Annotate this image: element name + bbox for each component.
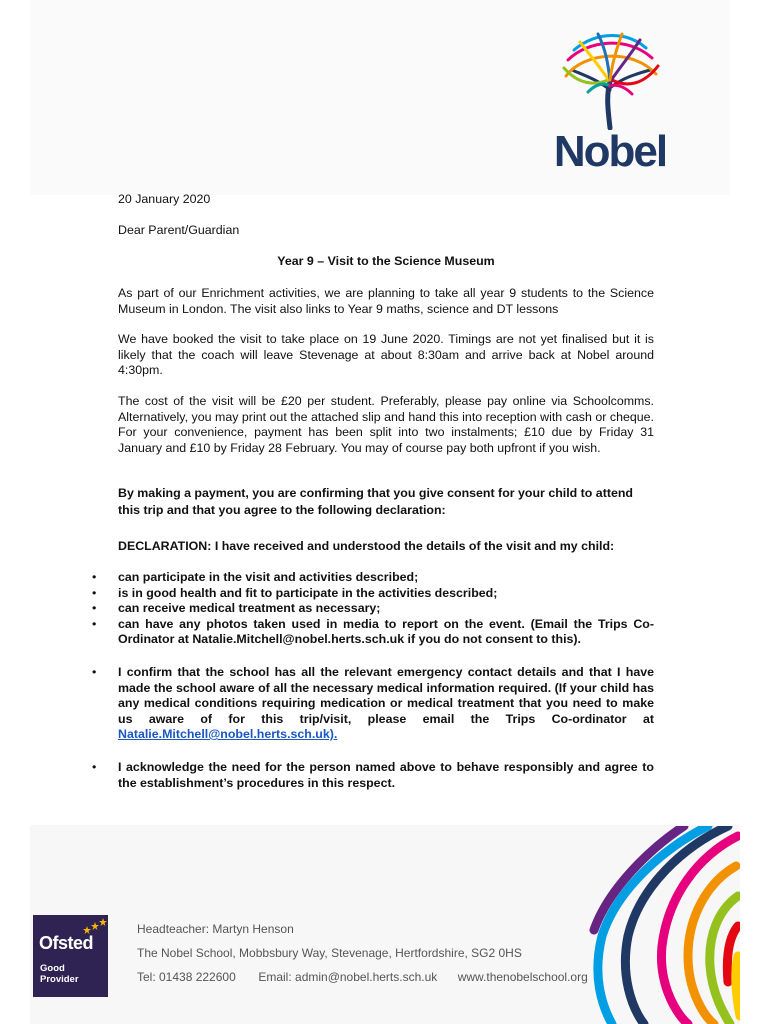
ofsted-badge: [33, 915, 108, 997]
behaviour-acknowledgement-list: [92, 760, 654, 791]
logo-wordmark: Nobel: [553, 127, 667, 176]
decorative-swirl-icon: [588, 826, 740, 1024]
trips-coordinator-email-link[interactable]: Natalie.Mitchell@nobel.herts.sch.uk).: [118, 727, 338, 741]
letter-date: 20 January 2020: [118, 192, 211, 206]
declaration-heading: DECLARATION: I have received and understood the details of the visit and my child:: [118, 539, 615, 553]
footer-headteacher: Headteacher: Martyn Henson: [137, 922, 294, 936]
list-item: • I acknowledge the need for the person named above to behave responsibly and agree to the establishment’s procedures in this respect.: [92, 760, 654, 791]
salutation: Dear Parent/Guardian: [118, 223, 240, 237]
tree-icon: [558, 30, 662, 130]
footer-contact: [137, 970, 588, 984]
medical-confirmation-list: [92, 665, 654, 743]
paragraph-cost: The cost of the visit will be £20 per student. Preferably, please pay online via Schoolcomms. Alternatively, you may print out the attached slip and hand this into reception with cash or cheque. For your convenience, payment has been split into two instalments; £10 due by Friday 31 January and £10 by Friday 28 February. You may of course pay both upfront if you wish.: [118, 394, 654, 455]
footer-email[interactable]: Email: admin@nobel.herts.sch.uk: [258, 970, 438, 984]
nobel-logo: [540, 30, 680, 175]
consent-statement: By making a payment, you are confirming that you give consent for your child to attend this trip and that you agree to the following declaration:: [118, 486, 633, 517]
footer-website[interactable]: www.thenobelschool.org: [457, 970, 588, 984]
list-item: • can participate in the visit and activities described;: [92, 570, 654, 586]
paragraph-timings: We have booked the visit to take place on 19 June 2020. Timings are not yet finalised but it is likely that the coach will leave Stevenage at about 8:30am and arrive back at Nobel around 4:30pm.: [118, 332, 654, 377]
ofsted-grade-line2: Provider: [40, 974, 79, 985]
footer-address: The Nobel School, Mobbsbury Way, Stevenage, Hertfordshire, SG2 0HS: [137, 946, 522, 960]
medical-confirmation-text: I confirm that the school has all the relevant emergency contact details and that I have made the school aware of all the necessary medical information required. (If your child has any medical conditions requiring medication or medical treatment that you need to make us aware of for this trip/visit, please email the Trips Co-ordinator at: [118, 665, 654, 726]
footer-tel: Tel: 01438 222600: [137, 970, 236, 984]
declaration-list: [92, 570, 654, 648]
ofsted-grade: [40, 963, 79, 985]
list-item: • is in good health and fit to participate in the activities described;: [92, 586, 654, 602]
list-item: [92, 665, 654, 743]
letter-subject: Year 9 – Visit to the Science Museum: [277, 254, 495, 268]
paragraph-intro: As part of our Enrichment activities, we are planning to take all year 9 students to the Science Museum in London. The visit also links to Year 9 maths, science and DT lessons: [118, 286, 654, 316]
list-item: • can receive medical treatment as necessary;: [92, 601, 654, 617]
list-item: • can have any photos taken used in media to report on the event. (Email the Trips Co-Ordinator at Natalie.Mitchell@nobel.herts.sch.uk if you do not consent to this).: [92, 617, 654, 648]
ofsted-grade-line1: Good: [40, 963, 65, 974]
ofsted-wordmark: Ofsted: [39, 933, 94, 953]
